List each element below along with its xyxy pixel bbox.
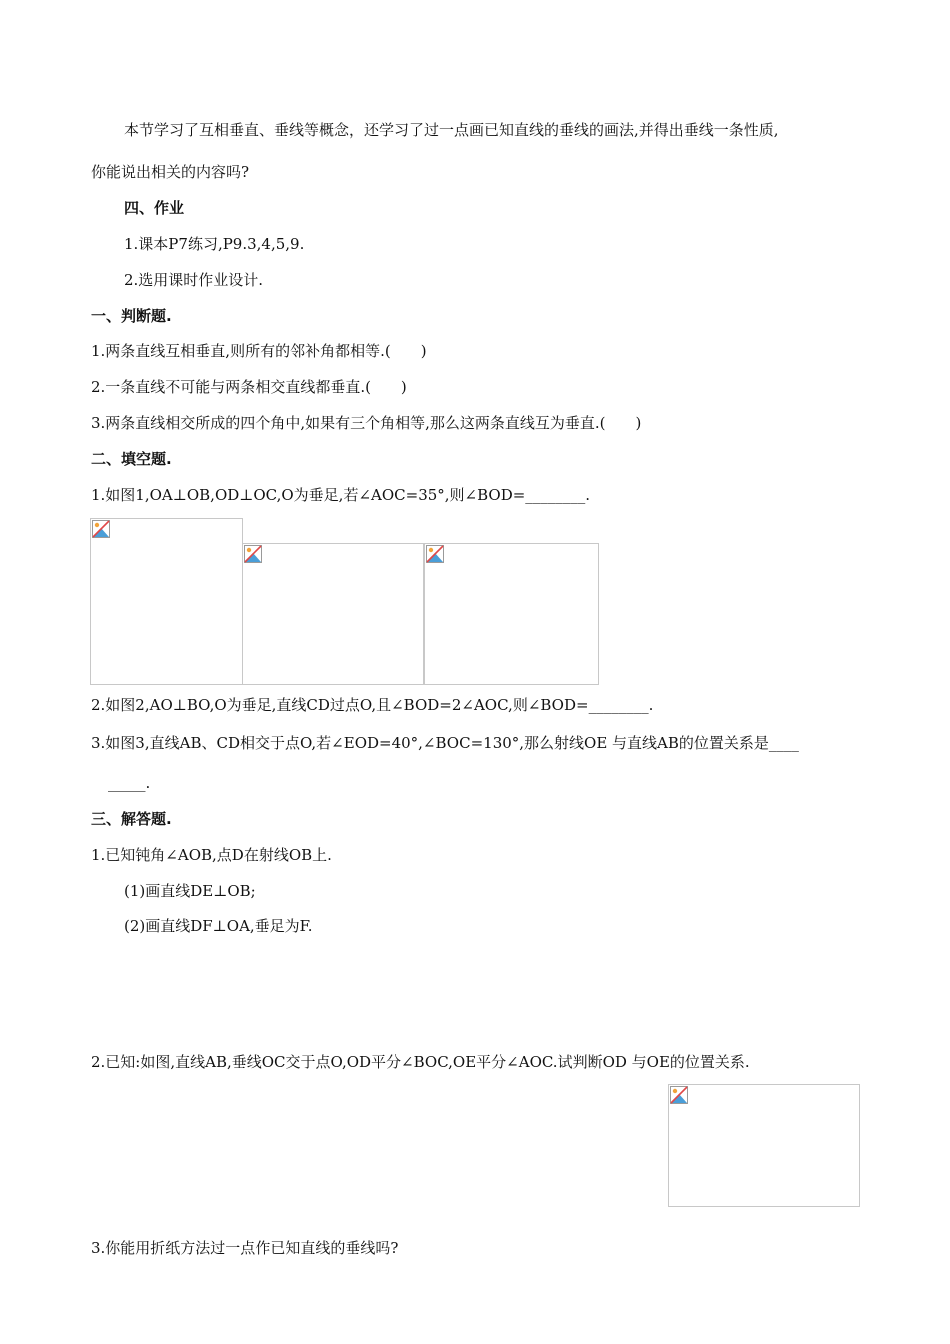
homework-item-2: 2.选用课时作业设计.: [124, 271, 264, 289]
figure-2-image: [242, 543, 424, 685]
answer-question-1: 1.已知钝角∠AOB,点D在射线OB上.: [91, 846, 332, 864]
fill-question-3-line-1: 3.如图3,直线AB、CD相交于点O,若∠EOD=40°,∠BOC=130°,那么射线OE 与直线AB的位置关系是____: [91, 734, 799, 752]
broken-image-icon: [92, 520, 110, 538]
answer-question-2: 2.已知:如图,直线AB,垂线OC交于点O,OD平分∠BOC,OE平分∠AOC.试判断OD 与OE的位置关系.: [91, 1053, 750, 1071]
answer-question-1-part-1: (1)画直线DE⊥OB;: [124, 882, 256, 900]
summary-line-1: 本节学习了互相垂直、垂线等概念，还学习了过一点画已知直线的垂线的画法,并得出垂线一条性质,: [124, 121, 779, 139]
fill-heading: 二、填空题.: [91, 450, 172, 468]
homework-item-1: 1.课本P7练习,P9.3,4,5,9.: [124, 235, 305, 253]
broken-image-icon: [670, 1086, 688, 1104]
fill-question-2: 2.如图2,AO⊥BO,O为垂足,直线CD过点O,且∠BOD=2∠AOC,则∠BOD=________.: [91, 696, 654, 714]
fill-question-1: 1.如图1,OA⊥OB,OD⊥OC,O为垂足,若∠AOC=35°,则∠BOD=________.: [91, 486, 591, 504]
answer-figure-image: [668, 1084, 860, 1207]
answer-question-3: 3.你能用折纸方法过一点作已知直线的垂线吗?: [91, 1239, 399, 1257]
judge-question-1: 1.两条直线互相垂直,则所有的邻补角都相等.( ): [91, 342, 427, 360]
homework-heading: 四、作业: [124, 199, 185, 217]
broken-image-icon: [426, 545, 444, 563]
summary-line-2: 你能说出相关的内容吗?: [91, 163, 250, 181]
judge-question-2: 2.一条直线不可能与两条相交直线都垂直.( ): [91, 378, 407, 396]
fill-question-3-line-2: _____.: [108, 774, 151, 792]
answer-question-1-part-2: (2)画直线DF⊥OA,垂足为F.: [124, 917, 313, 935]
figure-3-image: [424, 543, 599, 685]
answer-heading: 三、解答题.: [91, 810, 172, 828]
judge-question-3: 3.两条直线相交所成的四个角中,如果有三个角相等,那么这两条直线互为垂直.( ): [91, 414, 642, 432]
broken-image-icon: [244, 545, 262, 563]
judge-heading: 一、判断题.: [91, 307, 172, 325]
figure-1-image: [90, 518, 243, 685]
